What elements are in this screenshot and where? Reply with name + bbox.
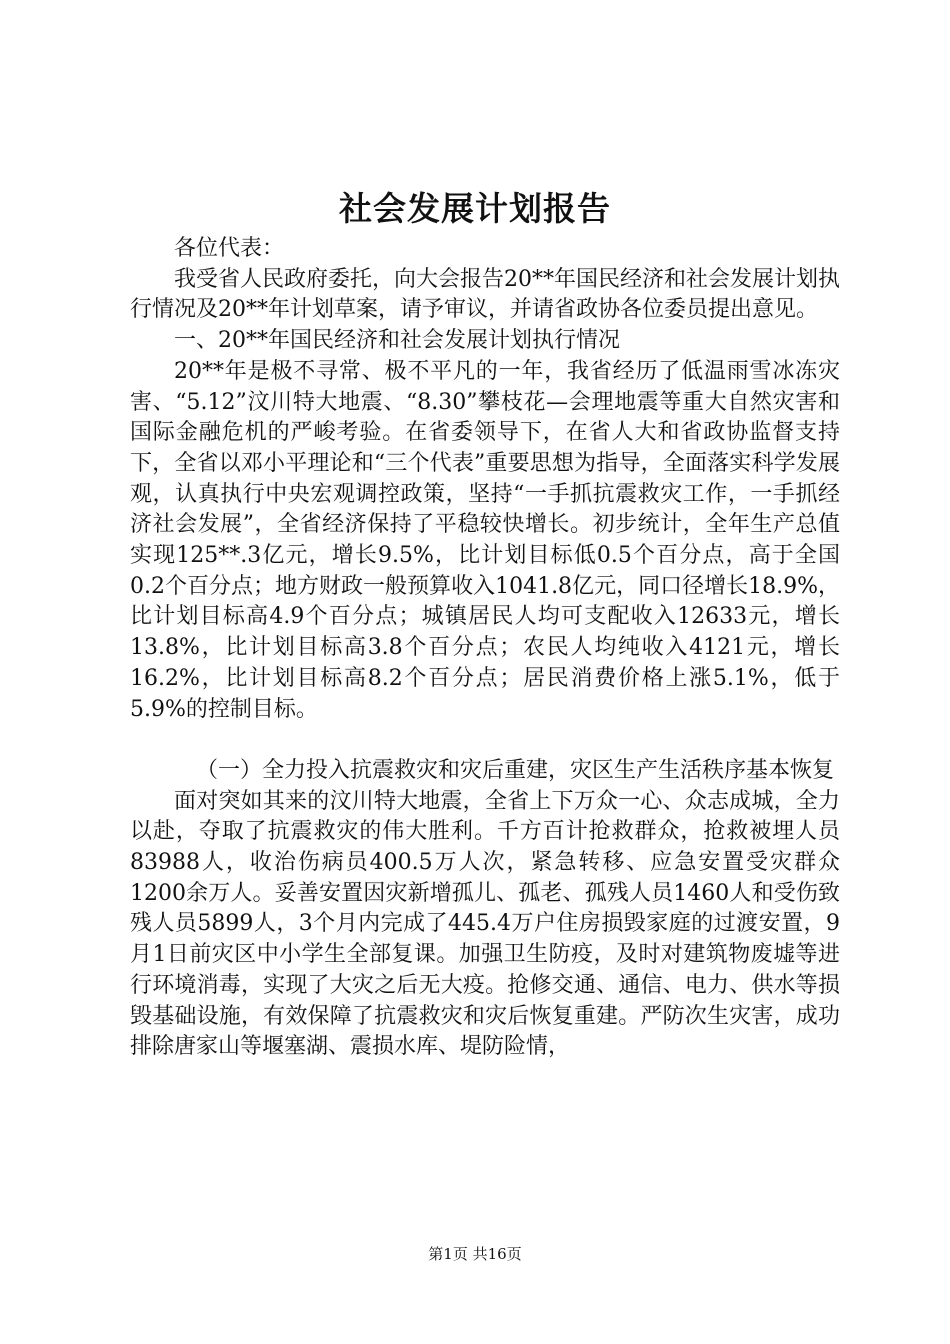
page-footer: 第1页 共16页 [428,1245,522,1263]
document-title: 社会发展计划报告 [339,189,611,228]
intro-paragraph: 我受省人民政府委托，向大会报告20**年国民经济和社会发展计划执行情况及20**年计划草案，请予审议，并请省政协各位委员提出意见。 [130,266,840,323]
section-paragraph: 20**年是极不寻常、极不平凡的一年，我省经历了低温雨雪冰冻灾害、“5.12”汶川特大地震、“8.30”攀枝花—会理地震等重大自然灾害和国际金融危机的严峻考验。在省委领导下，在省人大和省政协监督支持下，全省以邓小平理论和“三个代表”重要思想为指导，全面落实科学发展观，认真执行中央宏观调控政策，坚持“一手抓抗震救灾工作，一手抓经济社会发展”，全省经济保持了平稳较快增长。初步统计，全年生产总值实现125**.3亿元，增长9.5%，比计划目标低0.5个百分点，高于全国0.2个百分点；地方财政一般预算收入1041.8亿元，同口径增长18.9%，比计划目标高4.9个百分点；城镇居民人均可支配收入12633元，增长13.8%，比计划目标高3.8个百分点；农民人均纯收入4121元，增长16.2%，比计划目标高8.2个百分点；居民消费价格上涨5.1%，低于5.9%的控制目标。 [130,358,840,722]
salutation: 各位代表： [174,236,285,261]
subsection-heading: （一）全力投入抗震救灾和灾后重建，灾区生产生活秩序基本恢复 [196,757,835,783]
section-heading: 一、20**年国民经济和社会发展计划执行情况 [174,328,620,354]
subsection-paragraph: 面对突如其来的汶川特大地震，全省上下万众一心、众志成城，全力以赴，夺取了抗震救灾的伟大胜利。千方百计抢救群众，抢救被埋人员83988人，收治伤病员400.5万人次，紧急转移、应急安置受灾群众1200余万人。妥善安置因灾新增孤儿、孤老、孤残人员1460人和受伤致残人员5899人，3个月内完成了445.4万户住房损毁家庭的过渡安置，9月1日前灾区中小学生全部复课。加强卫生防疫，及时对建筑物废墟等进行环境消毒，实现了大灾之后无大疫。抢修交通、通信、电力、供水等损毁基础设施，有效保障了抗震救灾和灾后恢复重建。严防次生灾害，成功排除唐家山等堰塞湖、震损水库、堤防险情， [130,788,840,1060]
document-body [130,234,840,1063]
